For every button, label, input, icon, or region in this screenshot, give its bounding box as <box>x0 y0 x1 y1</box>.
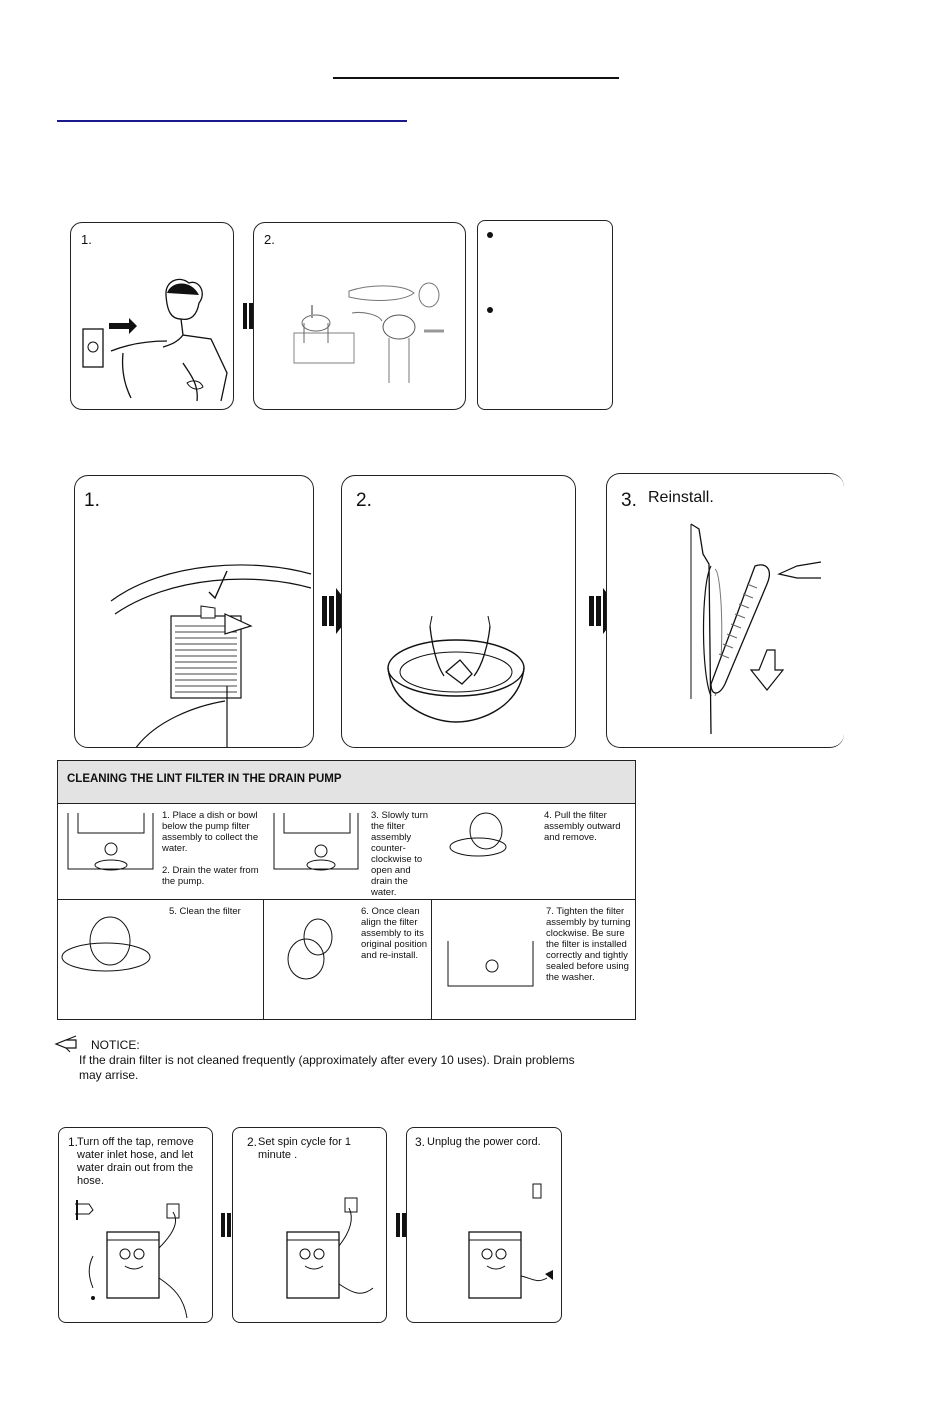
reinstall-label: Reinstall. <box>648 489 714 506</box>
unplug-illustration <box>71 223 234 410</box>
step-number: 1. <box>68 1135 79 1149</box>
step-number: 2. <box>356 490 372 511</box>
drain-step-3-panel <box>406 1127 562 1323</box>
cell-step-7: 7. Tighten the filter assembly by turning clockwise. Be sure the filter is installed correctly and tightly sealed before using the washer. <box>546 906 631 983</box>
filter-parts-illustration <box>254 223 466 410</box>
filter-step-1-panel <box>74 475 314 748</box>
power-notes-panel <box>477 220 613 410</box>
notice-line-1: If the drain filter is not cleaned frequently (approximately after every 10 uses). Drain problems <box>79 1053 575 1067</box>
bullet-dot <box>487 307 493 313</box>
filter-step-3-panel <box>606 473 844 748</box>
drain-step-2-text: Set spin cycle for 1 minute . <box>258 1136 351 1161</box>
step-number: 3. <box>621 490 637 511</box>
table-title: CLEANING THE LINT FILTER IN THE DRAIN PUMP <box>67 773 342 785</box>
notice-heading: NOTICE: <box>91 1038 140 1052</box>
power-step-1-panel <box>70 222 234 410</box>
section-link-rule <box>57 120 407 122</box>
drain-step-1-text: Turn off the tap, remove water inlet hose, and let water drain out from the hose. <box>77 1136 194 1187</box>
step-number: 1. <box>84 490 100 511</box>
cell-step-6: 6. Once clean align the filter assembly to its original position and re-install. <box>361 906 428 961</box>
drain-step-2-panel <box>232 1127 387 1323</box>
step-number: 2. <box>264 232 275 247</box>
step-number: 3. <box>415 1135 426 1149</box>
washer-unplugged-illustration <box>407 1128 562 1323</box>
title-rule <box>333 77 619 79</box>
cell-step-3: 3. Slowly turn the filter assembly counter-clockwise to open and drain the water. <box>371 810 429 898</box>
power-step-2-panel <box>253 222 466 410</box>
reinstall-filter-illustration <box>607 474 844 748</box>
washer-spin-illustration <box>233 1128 387 1323</box>
bullet-dot <box>487 232 493 238</box>
cell-step-5: 5. Clean the filter <box>169 906 241 917</box>
filter-step-2-panel <box>341 475 576 748</box>
cell-step-1-2: 1. Place a dish or bowl below the pump filter assembly to collect the water. 2. Drain the water from the pump. <box>162 810 259 887</box>
step-number: 2. <box>247 1135 258 1149</box>
filter-location-illustration <box>75 476 314 748</box>
drain-step-3-text: Unplug the power cord. <box>427 1136 541 1148</box>
cell-step-4: 4. Pull the filter assembly outward and remove. <box>544 810 621 843</box>
lint-filter-table <box>57 760 636 1020</box>
washer-tap-illustration <box>59 1128 213 1323</box>
washing-filter-in-bowl-illustration <box>342 476 576 748</box>
drain-step-1-panel <box>58 1127 213 1323</box>
notice-line-2: may arrise. <box>79 1068 139 1082</box>
step-number: 1. <box>81 232 92 247</box>
